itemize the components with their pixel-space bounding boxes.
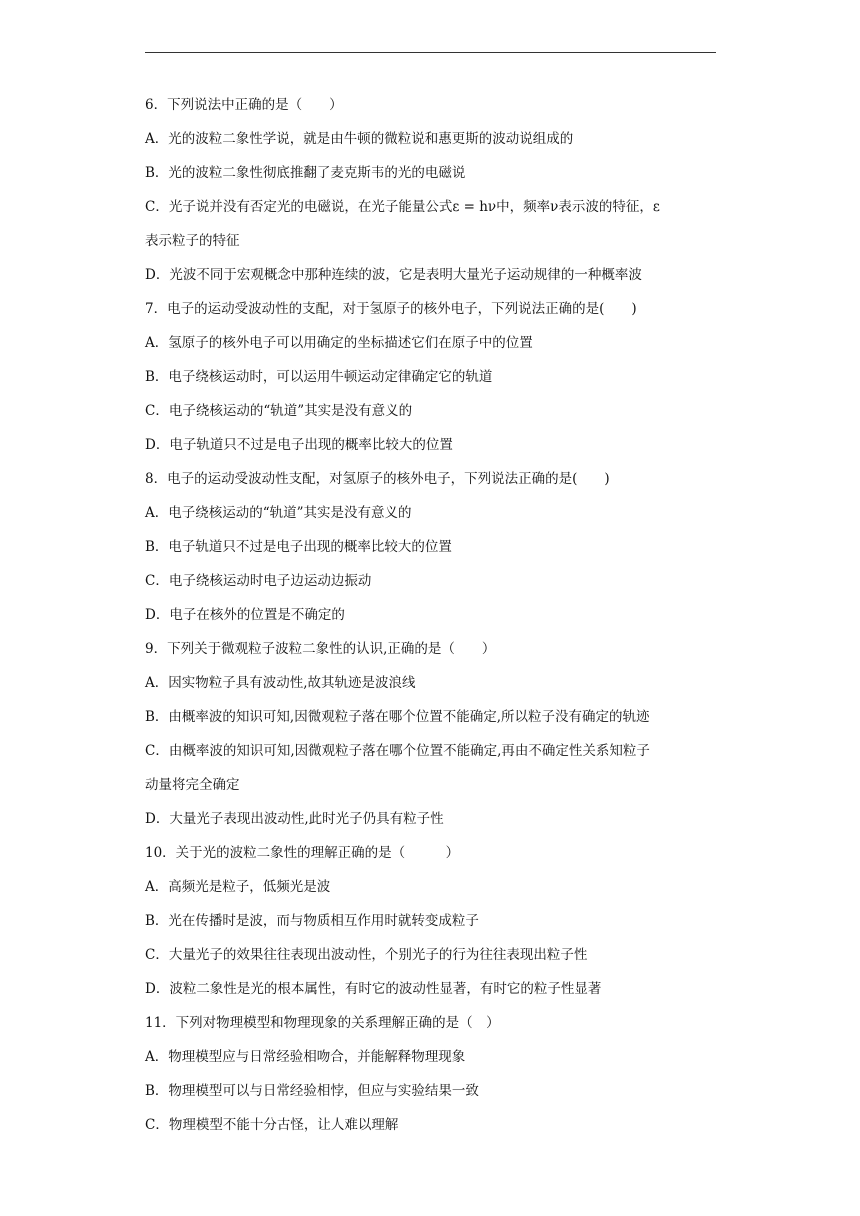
question-9-option-a: A．因实物粒子具有波动性,故其轨迹是波浪线 bbox=[145, 675, 416, 691]
question-7-option-d: D．电子轨道只不过是电子出现的概率比较大的位置 bbox=[145, 437, 453, 453]
question-6-option-a: A．光的波粒二象性学说，就是由牛顿的微粒说和惠更斯的波动说组成的 bbox=[145, 131, 574, 147]
question-6-option-d: D．光波不同于宏观概念中那种连续的波，它是表明大量光子运动规律的一种概率波 bbox=[145, 267, 642, 283]
question-8-option-d: D．电子在核外的位置是不确定的 bbox=[145, 607, 345, 623]
question-7-stem: 7．电子的运动受波动性的支配，对于氢原子的核外电子，下列说法正确的是( ) bbox=[145, 301, 637, 317]
question-10-option-b: B．光在传播时是波，而与物质相互作用时就转变成粒子 bbox=[145, 913, 479, 929]
question-11-option-b: B．物理模型可以与日常经验相悖，但应与实验结果一致 bbox=[145, 1083, 479, 1099]
question-9-option-b: B．由概率波的知识可知,因微观粒子落在哪个位置不能确定,所以粒子没有确定的轨迹 bbox=[145, 709, 650, 725]
question-6-option-c: C．光子说并没有否定光的电磁说，在光子能量公式ε = hν中，频率ν表示波的特征，ε bbox=[145, 199, 660, 215]
question-9-option-c-cont: 动量将完全确定 bbox=[145, 777, 240, 793]
question-9-option-c: C．由概率波的知识可知,因微观粒子落在哪个位置不能确定,再由不确定性关系知粒子 bbox=[145, 743, 650, 759]
header-rule bbox=[145, 52, 716, 53]
question-9-stem: 9．下列关于微观粒子波粒二象性的认识,正确的是（ ） bbox=[145, 641, 496, 657]
question-6-option-b: B．光的波粒二象性彻底推翻了麦克斯韦的光的电磁说 bbox=[145, 165, 466, 181]
question-11-stem: 11．下列对物理模型和物理现象的关系理解正确的是（ ） bbox=[145, 1015, 500, 1031]
question-8-stem: 8．电子的运动受波动性支配，对氢原子的核外电子，下列说法正确的是( ) bbox=[145, 471, 610, 487]
question-9-option-d: D．大量光子表现出波动性,此时光子仍具有粒子性 bbox=[145, 811, 444, 827]
question-6-option-c-cont: 表示粒子的特征 bbox=[145, 233, 240, 249]
question-10-stem: 10．关于光的波粒二象性的理解正确的是（ ） bbox=[145, 845, 460, 861]
question-8-option-b: B．电子轨道只不过是电子出现的概率比较大的位置 bbox=[145, 539, 452, 555]
question-6-stem: 6．下列说法中正确的是（ ） bbox=[145, 97, 343, 113]
question-8-option-a: A．电子绕核运动的“轨道”其实是没有意义的 bbox=[145, 505, 412, 521]
question-11-option-c: C．物理模型不能十分古怪，让人难以理解 bbox=[145, 1117, 399, 1133]
question-7-option-b: B．电子绕核运动时，可以运用牛顿运动定律确定它的轨道 bbox=[145, 369, 493, 385]
question-10-option-a: A．高频光是粒子，低频光是波 bbox=[145, 879, 331, 895]
question-8-option-c: C．电子绕核运动时电子边运动边振动 bbox=[145, 573, 372, 589]
question-7-option-a: A．氢原子的核外电子可以用确定的坐标描述它们在原子中的位置 bbox=[145, 335, 533, 351]
question-11-option-a: A．物理模型应与日常经验相吻合，并能解释物理现象 bbox=[145, 1049, 466, 1065]
question-list bbox=[145, 88, 720, 1142]
question-10-option-d: D．波粒二象性是光的根本属性，有时它的波动性显著，有时它的粒子性显著 bbox=[145, 981, 602, 997]
question-10-option-c: C．大量光子的效果往往表现出波动性，个别光子的行为往往表现出粒子性 bbox=[145, 947, 588, 963]
question-7-option-c: C．电子绕核运动的“轨道”其实是没有意义的 bbox=[145, 403, 413, 419]
